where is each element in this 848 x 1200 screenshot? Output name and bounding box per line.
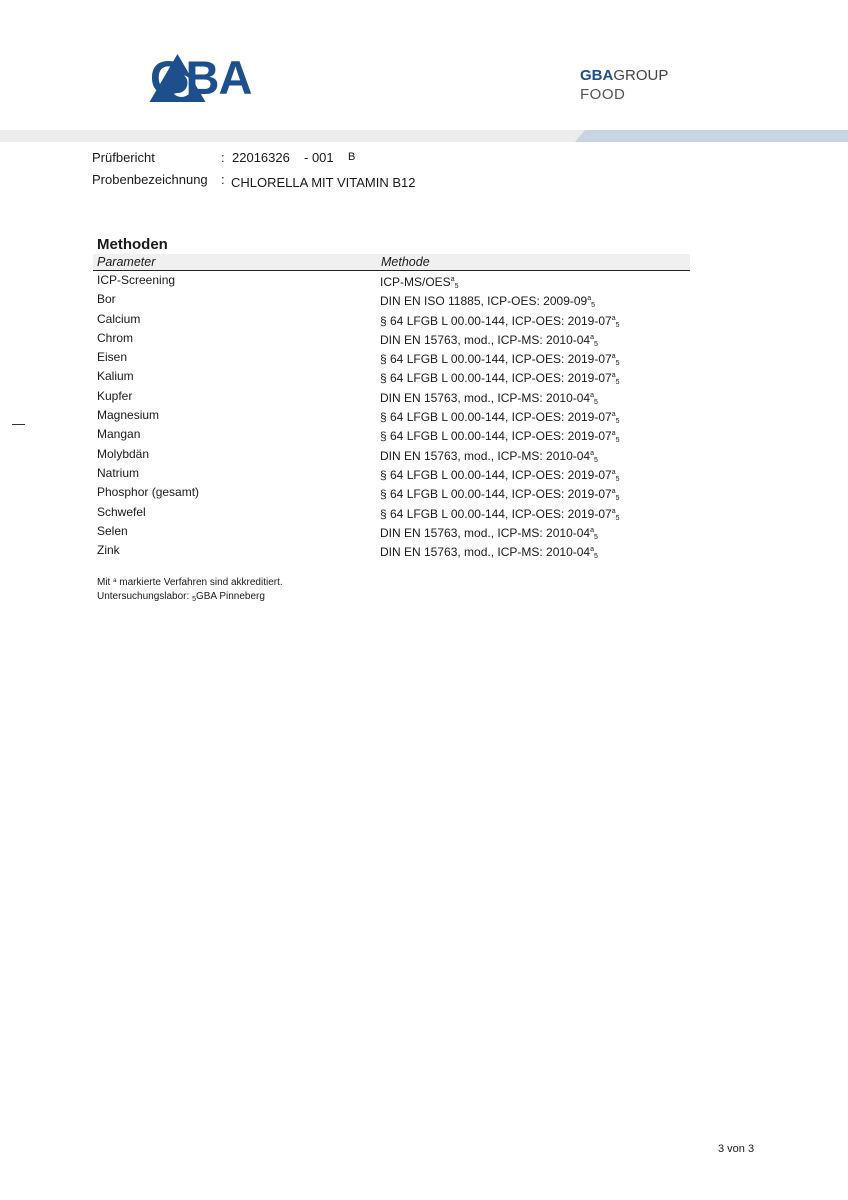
row-parameter: Zink bbox=[97, 543, 120, 558]
row-lab-index: 5 bbox=[615, 437, 620, 445]
row-lab-index: 5 bbox=[615, 360, 620, 368]
margin-mark bbox=[12, 424, 25, 425]
row-parameter: Mangan bbox=[97, 427, 141, 442]
row-accreditation-flag: a bbox=[590, 449, 594, 457]
row-parameter: Calcium bbox=[97, 311, 141, 326]
table-row bbox=[97, 291, 697, 310]
row-parameter: Selen bbox=[97, 523, 128, 538]
row-parameter: ICP-Screening bbox=[97, 273, 176, 287]
row-accreditation-flag: a bbox=[590, 333, 594, 341]
accreditation-note-pre: Mit bbox=[97, 577, 111, 588]
logo-wordmark: GBA bbox=[150, 51, 252, 104]
row-lab-index: 5 bbox=[615, 321, 620, 329]
report-separator: : bbox=[221, 150, 225, 165]
row-method-text: § 64 LFGB L 00.00-144, ICP-OES: 2019-07 bbox=[380, 467, 612, 482]
row-method bbox=[380, 542, 598, 565]
row-method-text: § 64 LFGB L 00.00-144, ICP-OES: 2019-07 bbox=[380, 487, 612, 502]
sample-value: CHLORELLA MIT VITAMIN B12 bbox=[231, 175, 416, 190]
column-header-method: Methode bbox=[381, 255, 430, 269]
row-accreditation-flag: a bbox=[611, 468, 616, 476]
row-accreditation-flag: a bbox=[611, 411, 616, 419]
report-label: Prüfbericht bbox=[92, 150, 155, 165]
table-row bbox=[97, 272, 697, 291]
accreditation-note bbox=[97, 577, 283, 588]
row-method-text: § 64 LFGB L 00.00-144, ICP-OES: 2019-07 bbox=[380, 352, 612, 367]
row-lab-index: 5 bbox=[615, 475, 620, 483]
row-parameter: Magnesium bbox=[97, 408, 160, 423]
table-row bbox=[97, 523, 697, 542]
row-parameter: Natrium bbox=[97, 465, 140, 480]
row-method-text: § 64 LFGB L 00.00-144, ICP-OES: 2019-07 bbox=[380, 429, 612, 444]
lab-note bbox=[97, 591, 265, 603]
table-row bbox=[97, 426, 697, 445]
header-band bbox=[0, 130, 848, 142]
row-lab-index: 5 bbox=[594, 533, 598, 541]
row-method-text: DIN EN ISO 11885, ICP-OES: 2009-09 bbox=[380, 294, 588, 309]
methods-table-body bbox=[97, 272, 697, 561]
report-variant: B bbox=[348, 151, 356, 163]
table-row bbox=[97, 368, 697, 387]
lab-label: Untersuchungslabor: bbox=[97, 591, 190, 602]
row-accreditation-flag: a bbox=[587, 295, 592, 303]
row-accreditation-flag: a bbox=[590, 391, 594, 399]
row-parameter: Kupfer bbox=[97, 388, 133, 403]
table-row bbox=[97, 484, 697, 503]
row-lab-index: 5 bbox=[615, 418, 620, 426]
group-brand-light: GROUP bbox=[613, 67, 669, 84]
group-brand-bold: GBA bbox=[580, 67, 614, 84]
table-row bbox=[97, 446, 697, 465]
page-number: 3 von 3 bbox=[718, 1143, 755, 1155]
report-number: 22016326 bbox=[232, 150, 290, 165]
table-row bbox=[97, 504, 697, 523]
report-suffix: - 001 bbox=[304, 150, 334, 165]
row-method-text: ICP-MS/OES bbox=[380, 275, 451, 289]
row-lab-index: 5 bbox=[594, 340, 598, 348]
row-method-text: DIN EN 15763, mod., ICP-MS: 2010-04 bbox=[380, 332, 591, 347]
row-method-text: DIN EN 15763, mod., ICP-MS: 2010-04 bbox=[380, 545, 591, 560]
accreditation-mark: a bbox=[113, 578, 117, 584]
group-division: FOOD bbox=[580, 86, 626, 103]
accreditation-note-post: markierte Verfahren sind akkreditiert. bbox=[119, 577, 283, 588]
sample-label: Probenbezeichnung bbox=[92, 172, 208, 187]
row-accreditation-flag: a bbox=[611, 488, 616, 496]
row-accreditation-flag: a bbox=[611, 372, 616, 380]
table-row bbox=[97, 542, 697, 561]
row-lab-index: 5 bbox=[615, 514, 620, 522]
lab-index: 5 bbox=[192, 596, 196, 603]
row-lab-index: 5 bbox=[454, 283, 459, 290]
row-accreditation-flag: a bbox=[611, 314, 616, 322]
row-method-text: § 64 LFGB L 00.00-144, ICP-OES: 2019-07 bbox=[380, 313, 612, 328]
row-method-text: § 64 LFGB L 00.00-144, ICP-OES: 2019-07 bbox=[380, 506, 612, 521]
row-lab-index: 5 bbox=[594, 553, 598, 561]
row-parameter: Molybdän bbox=[97, 446, 150, 461]
row-accreditation-flag: a bbox=[611, 507, 616, 515]
sample-separator: : bbox=[221, 172, 225, 187]
table-row bbox=[97, 465, 697, 484]
row-method-text: DIN EN 15763, mod., ICP-MS: 2010-04 bbox=[380, 525, 591, 540]
row-parameter: Schwefel bbox=[97, 504, 146, 519]
group-brand bbox=[580, 66, 668, 85]
row-lab-index: 5 bbox=[615, 379, 620, 387]
lab-name: GBA Pinneberg bbox=[195, 591, 265, 602]
column-header-parameter: Parameter bbox=[97, 255, 156, 269]
table-row bbox=[97, 311, 697, 330]
row-parameter: Bor bbox=[97, 292, 116, 307]
table-row bbox=[97, 388, 697, 407]
row-lab-index: 5 bbox=[594, 456, 598, 464]
row-accreditation-flag: a bbox=[450, 276, 455, 283]
row-accreditation-flag: a bbox=[590, 546, 594, 554]
row-parameter: Phosphor (gesamt) bbox=[97, 485, 200, 500]
row-lab-index: 5 bbox=[594, 398, 598, 406]
row-method-text: DIN EN 15763, mod., ICP-MS: 2010-04 bbox=[380, 390, 591, 405]
row-accreditation-flag: a bbox=[611, 430, 616, 438]
row-method-text: § 64 LFGB L 00.00-144, ICP-OES: 2019-07 bbox=[380, 371, 612, 386]
table-row bbox=[97, 330, 697, 349]
row-method-text: DIN EN 15763, mod., ICP-MS: 2010-04 bbox=[380, 448, 591, 463]
row-parameter: Chrom bbox=[97, 330, 134, 345]
row-lab-index: 5 bbox=[615, 495, 620, 503]
row-method-text: § 64 LFGB L 00.00-144, ICP-OES: 2019-07 bbox=[380, 410, 612, 425]
row-parameter: Eisen bbox=[97, 350, 128, 365]
row-parameter: Kalium bbox=[97, 369, 134, 384]
table-row bbox=[97, 407, 697, 426]
row-accreditation-flag: a bbox=[590, 526, 594, 534]
row-lab-index: 5 bbox=[591, 302, 596, 310]
row-accreditation-flag: a bbox=[611, 353, 616, 361]
table-row bbox=[97, 349, 697, 368]
section-title: Methoden bbox=[97, 236, 168, 253]
